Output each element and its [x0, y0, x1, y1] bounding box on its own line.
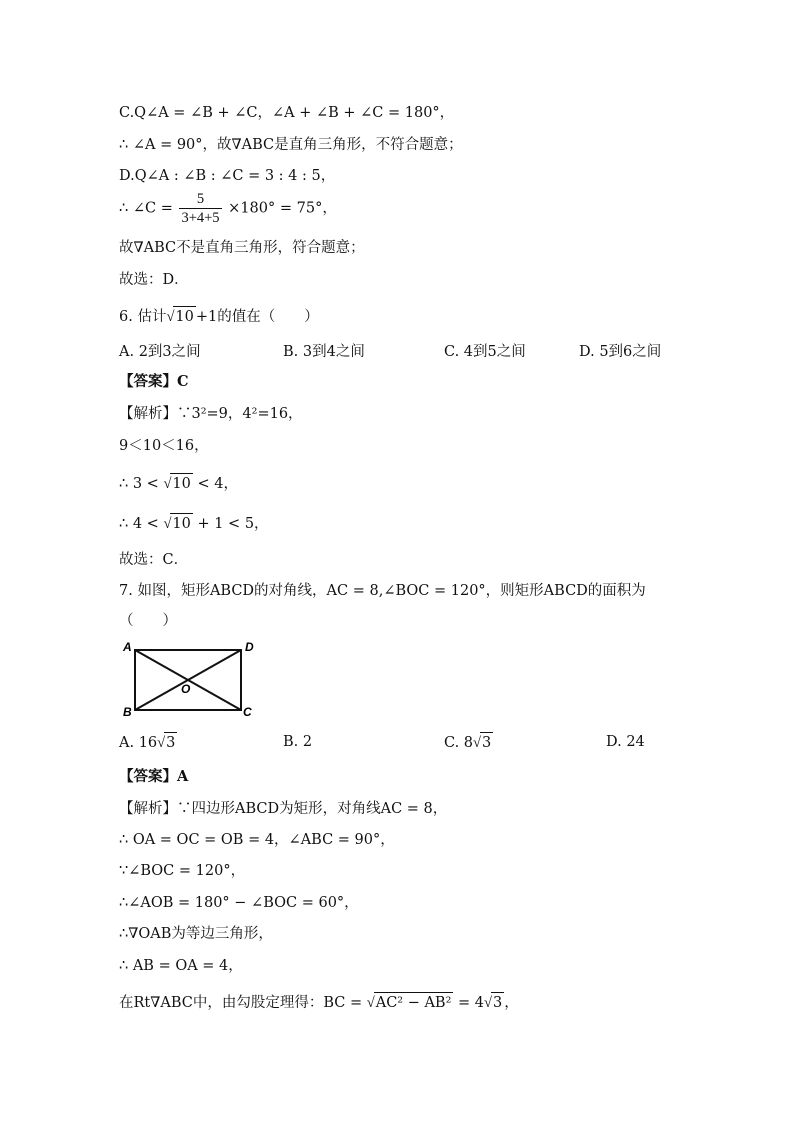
stem-suffix: +1的值在（ ）: [195, 309, 319, 325]
vertex-label-d: D: [245, 640, 254, 654]
question7-option-a: A. 16√3: [119, 732, 177, 753]
option-d-reasoning: D.Q∠A : ∠B : ∠C = 3 : 4 : 5，: [119, 168, 336, 184]
vertex-label-a: A: [123, 640, 132, 654]
option-d-conclusion: 故∇ABC不是直角三角形，符合题意；: [119, 240, 365, 256]
vertex-label-b: B: [123, 705, 132, 719]
pythagoras-end: ，: [504, 995, 519, 1011]
radicand: 3: [164, 732, 177, 753]
ineq-prefix: ∴ 4 <: [119, 516, 159, 532]
question7-answer: 【答案】A: [119, 768, 189, 785]
question5-choice: 故选：D．: [119, 272, 189, 288]
ineq-suffix: + 1 < 5，: [197, 516, 269, 532]
radicand: 10: [170, 473, 192, 494]
question7-analysis-1: 【解析】∵四边形ABCD为矩形，对角线AC = 8，: [119, 801, 448, 817]
question7-option-b: B. 2: [283, 734, 313, 750]
ineq-prefix: ∴ 3 <: [119, 476, 159, 492]
question7-paren: （ ）: [119, 613, 177, 629]
question6-choice: 故选：C．: [119, 552, 189, 568]
option-d-calculation: [119, 190, 337, 227]
pythagoras-prefix: 在Rt∇ABC中，由勾股定理得：BC =: [119, 995, 363, 1011]
question6-analysis-3: ∴ 3 < √10 < 4，: [119, 473, 238, 494]
question7-analysis-5: ∴∇OAB为等边三角形，: [119, 926, 273, 942]
question7-analysis-4: ∴∠AOB = 180° − ∠BOC = 60°，: [119, 895, 359, 911]
radicand: 10: [170, 513, 192, 534]
pythagoras-result: = 4: [458, 995, 484, 1011]
question6-option-c: C. 4到5之间: [444, 344, 526, 360]
question7-analysis-6: ∴ AB = OA = 4，: [119, 958, 243, 974]
question6-answer: 【答案】C: [119, 373, 189, 390]
calc-suffix: ×180° = 75°，: [228, 200, 337, 217]
option-c-reasoning: C.Q∠A = ∠B + ∠C，∠A + ∠B + ∠C = 180°，: [119, 105, 455, 121]
question7-stem: 7. 如图，矩形ABCD的对角线，AC = 8,∠BOC = 120°，则矩形ABCD的面积为: [119, 583, 646, 599]
question6-option-a: A. 2到3之间: [119, 344, 201, 360]
option-prefix: A. 16: [119, 735, 158, 751]
question7-option-c: C. 8√3: [444, 732, 493, 753]
option-c-conclusion: ∴ ∠A = 90°，故∇ABC是直角三角形，不符合题意；: [119, 137, 463, 153]
question6-analysis-4: ∴ 4 < √10 + 1 < 5，: [119, 513, 269, 534]
question7-analysis-7: 在Rt∇ABC中，由勾股定理得：BC = √AC² − AB² = 4√3 ，: [119, 992, 519, 1013]
question6-stem: 6. 估计√10 +1的值在（ ）: [119, 306, 319, 327]
radicand: 3: [480, 732, 493, 753]
question6-option-d: D. 5到6之间: [579, 344, 662, 360]
stem-prefix: 6. 估计: [119, 309, 167, 325]
question7-analysis-2: ∴ OA = OC = OB = 4，∠ABC = 90°，: [119, 832, 395, 848]
question6-option-b: B. 3到4之间: [283, 344, 365, 360]
fraction-denominator: 3+4+5: [181, 210, 220, 226]
radicand: AC² − AB²: [374, 992, 454, 1013]
fraction-numerator: 5: [179, 190, 221, 209]
question7-analysis-3: ∵∠BOC = 120°，: [119, 863, 246, 879]
rectangle-diagram: [119, 636, 264, 722]
center-label-o: O: [181, 682, 191, 696]
question7-option-d: D. 24: [606, 734, 645, 750]
question6-analysis-2: 9＜10＜16，: [119, 438, 209, 454]
option-prefix: C. 8: [444, 735, 474, 751]
fraction: [179, 190, 221, 227]
calc-prefix: ∴ ∠C =: [119, 200, 173, 217]
radicand: 10: [173, 306, 195, 327]
vertex-label-c: C: [243, 705, 252, 719]
question6-analysis-1: 【解析】∵3²=9，4²=16，: [119, 406, 303, 422]
radicand-result: 3: [491, 992, 504, 1013]
ineq-suffix: < 4，: [197, 476, 238, 492]
